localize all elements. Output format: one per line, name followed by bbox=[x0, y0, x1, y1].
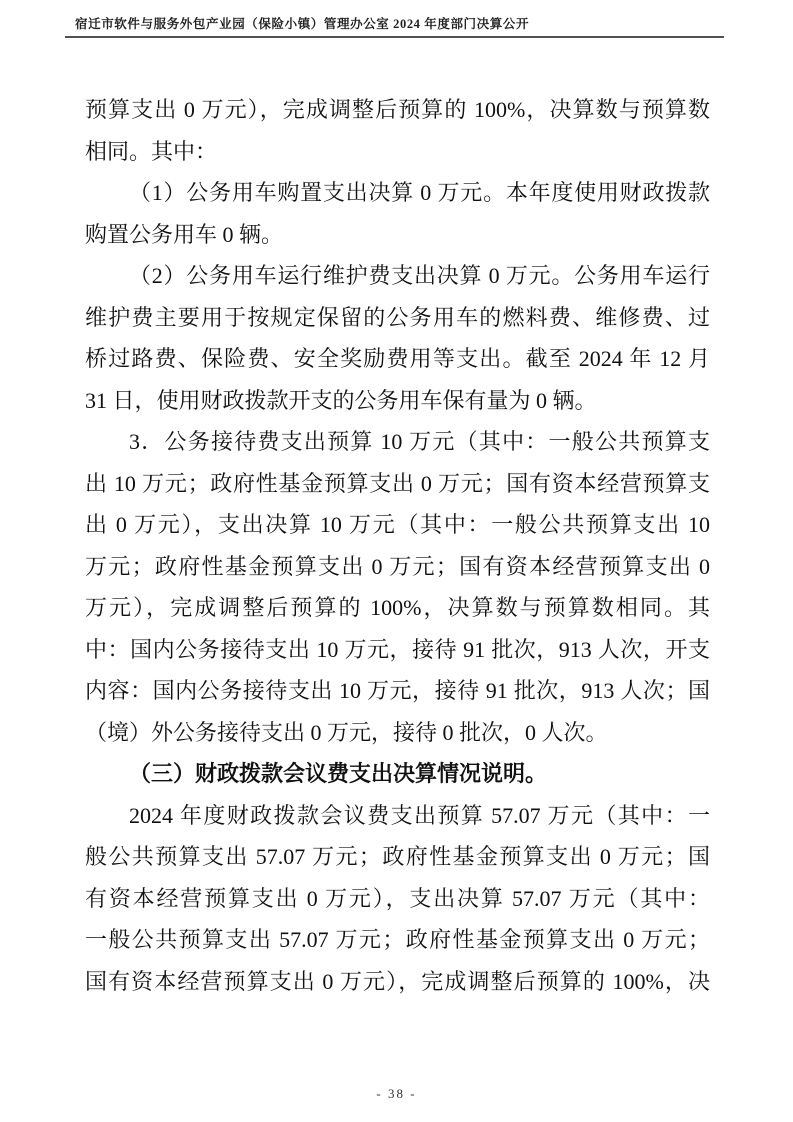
header-title: 宿迁市软件与服务外包产业园（保险小镇）管理办公室 2024 年度部门决算公开 bbox=[75, 17, 530, 31]
text-line: 预算支出 0 万元），完成调整后预算的 100%，决算数与预算数 bbox=[85, 97, 710, 122]
text-line: 相同。其中： bbox=[85, 138, 218, 164]
document-body bbox=[85, 89, 710, 1002]
text-line: 万元；政府性基金预算支出 0 万元；国有资本经营预算支出 0 bbox=[85, 553, 710, 579]
text-line: （2）公务用车运行维护费支出决算 0 万元。公务用车运行 bbox=[129, 263, 710, 288]
section-heading: （三）财政拨款会议费支出决算情况说明。 bbox=[129, 761, 548, 786]
page-header bbox=[65, 14, 724, 38]
text-line: 般公共预算支出 57.07 万元；政府性基金预算支出 0 万元；国 bbox=[85, 844, 710, 869]
text-line: 出 10 万元；政府性基金预算支出 0 万元；国有资本经营预算支 bbox=[85, 470, 710, 496]
text-line: 国有资本经营预算支出 0 万元），完成调整后预算的 100%，决 bbox=[85, 968, 710, 994]
text-line: 一般公共预算支出 57.07 万元；政府性基金预算支出 0 万元； bbox=[85, 927, 710, 952]
text-line: 维护费主要用于按规定保留的公务用车的燃料费、维修费、过 bbox=[85, 304, 710, 330]
header-rule bbox=[65, 36, 724, 38]
page-footer bbox=[0, 1086, 793, 1102]
text-line: （境）外公务接待支出 0 万元，接待 0 批次，0 人次。 bbox=[85, 719, 608, 745]
text-line: 万元），完成调整后预算的 100%，决算数与预算数相同。其 bbox=[85, 595, 710, 620]
text-line: 购置公务用车 0 辆。 bbox=[85, 221, 284, 247]
text-line: 内容：国内公务接待支出 10 万元，接待 91 批次，913 人次；国 bbox=[85, 678, 710, 703]
page-number: - 38 - bbox=[376, 1086, 417, 1101]
text-line: 出 0 万元），支出决算 10 万元（其中：一般公共预算支出 10 bbox=[85, 512, 710, 537]
text-line: 3．公务接待费支出预算 10 万元（其中：一般公共预算支 bbox=[129, 429, 710, 454]
text-line: （1）公务用车购置支出决算 0 万元。本年度使用财政拨款 bbox=[129, 180, 710, 205]
text-line: 2024 年度财政拨款会议费支出预算 57.07 万元（其中：一 bbox=[129, 802, 710, 828]
text-line: 31 日，使用财政拨款开支的公务用车保有量为 0 辆。 bbox=[85, 387, 597, 413]
text-line: 桥过路费、保险费、安全奖励费用等支出。截至 2024 年 12 月 bbox=[85, 346, 710, 371]
text-line: 有资本经营预算支出 0 万元），支出决算 57.07 万元（其中： bbox=[85, 885, 710, 911]
text-line: 中：国内公务接待支出 10 万元，接待 91 批次，913 人次，开支 bbox=[85, 636, 710, 662]
